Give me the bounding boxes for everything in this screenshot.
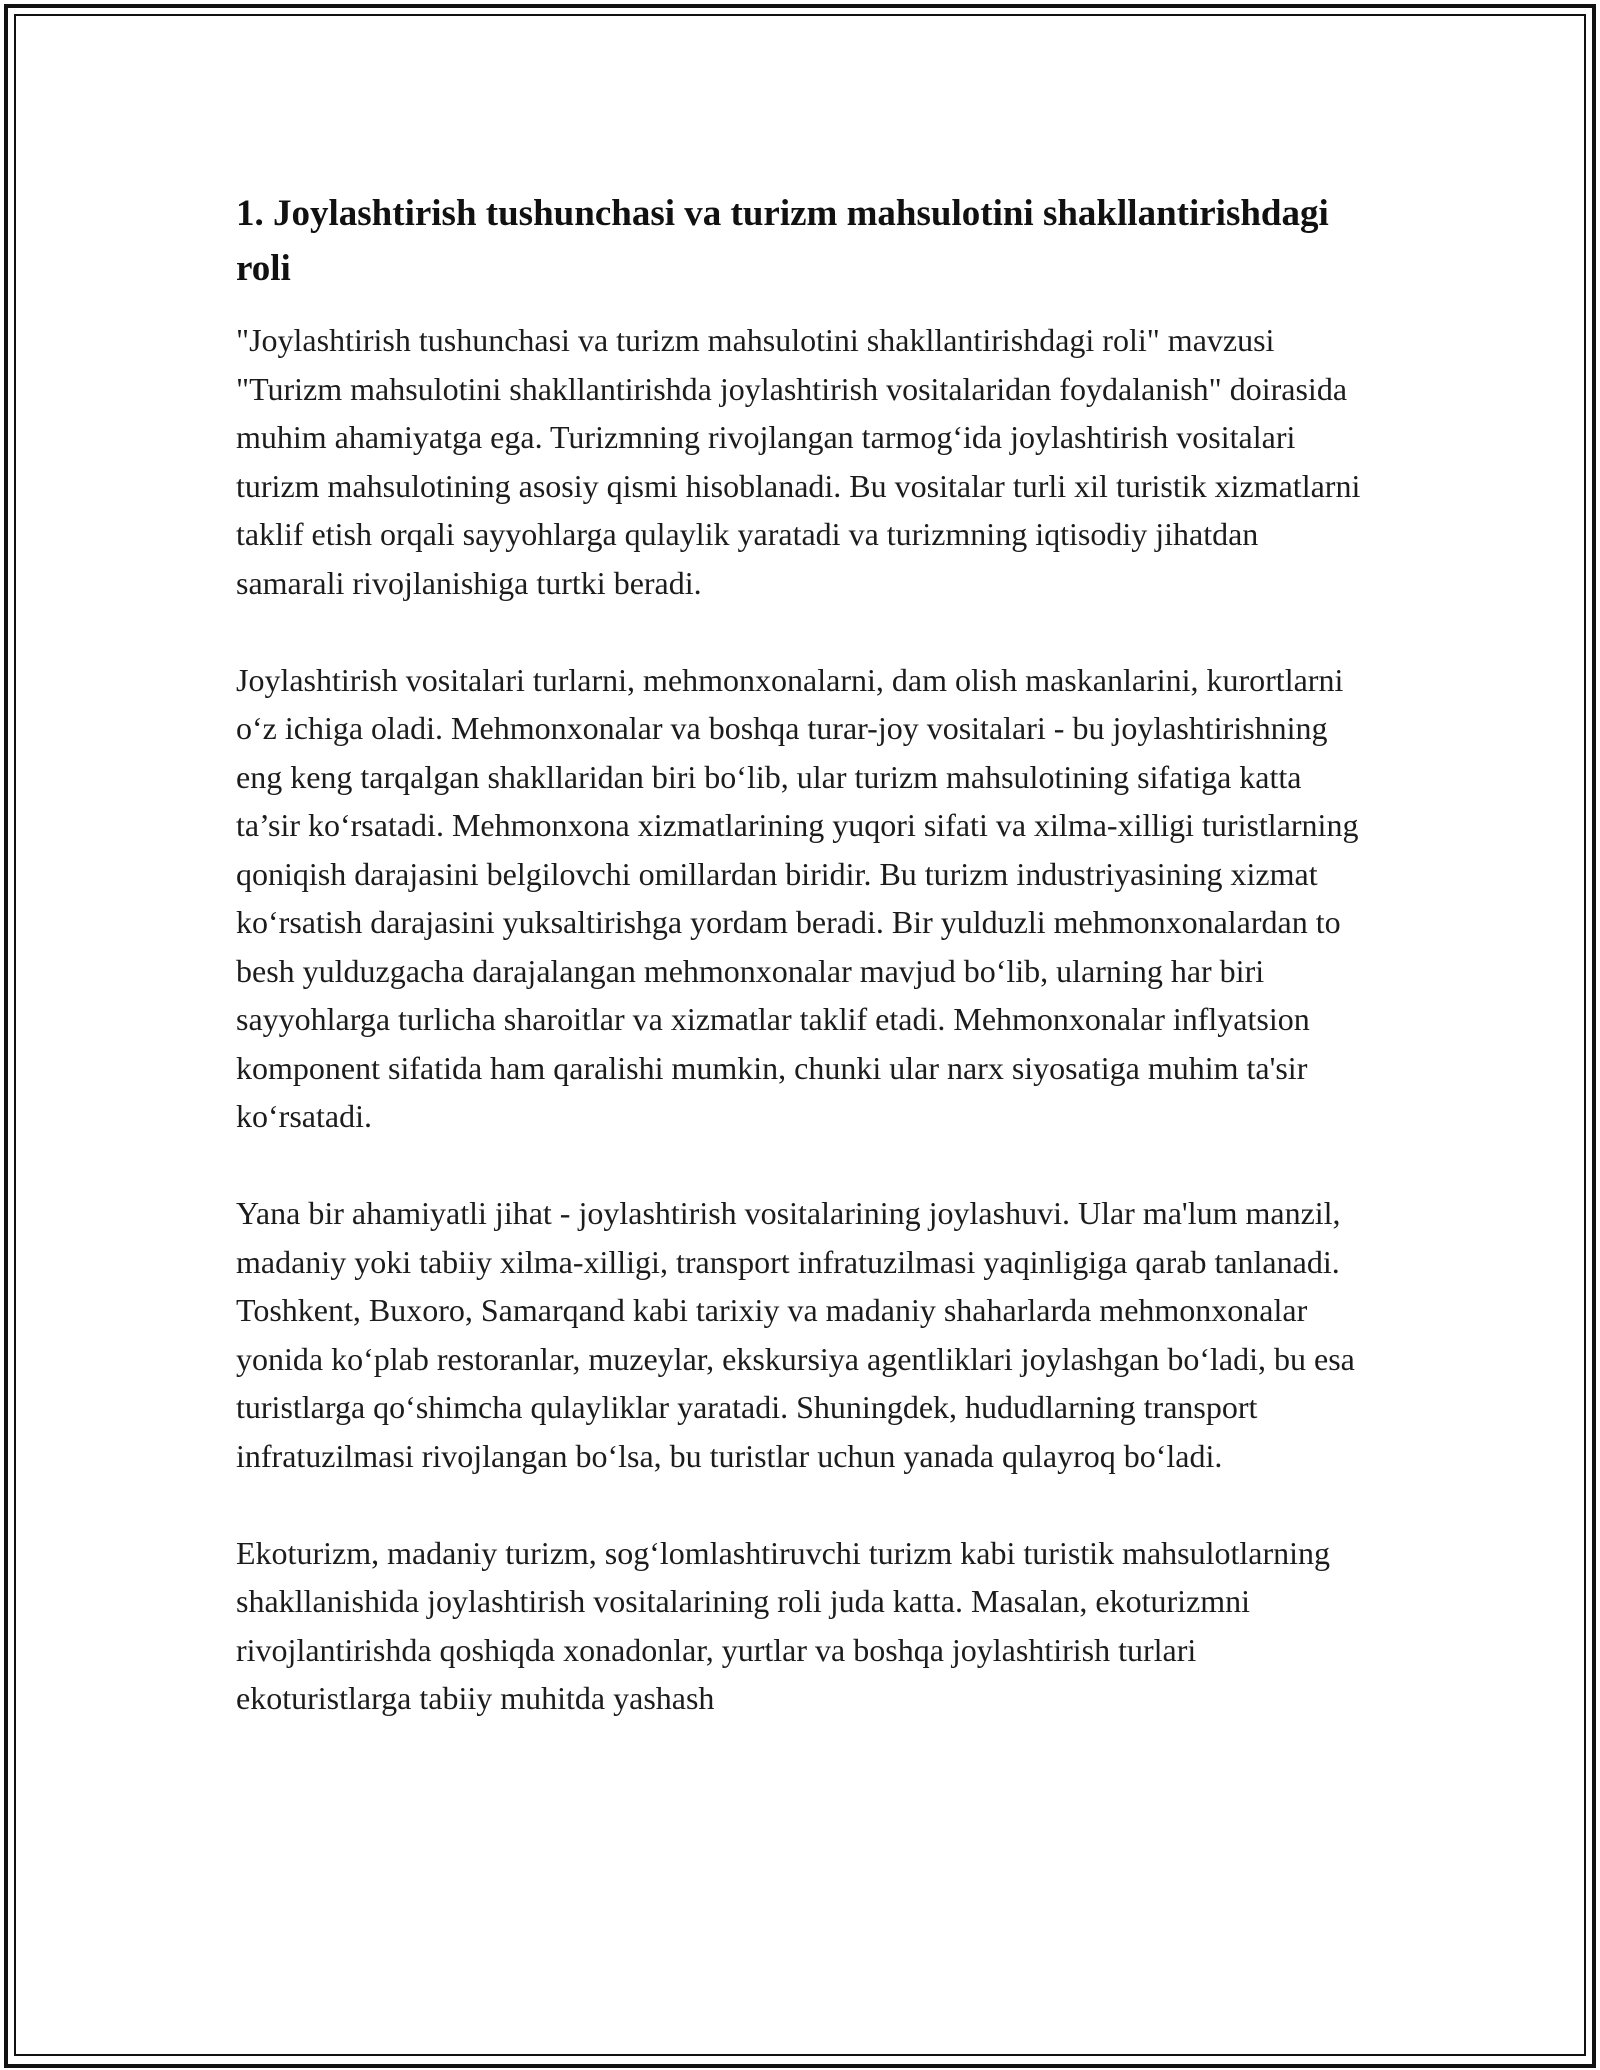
document-title: 1. Joylashtirish tushunchasi va turizm mahsulotini shakllantirishdagi roli — [236, 193, 1329, 289]
paragraph-2: Joylashtirish vositalari turlarni, mehmonxonalarni, dam olish maskanlarini, kurortlarni o‘z ichiga oladi. Mehmonxonalar va boshqa turar-joy vositalari - bu joylashtirishning eng keng tarqalgan shakllaridan biri bo‘lib, ular turizm mahsulotining sifatiga katta ta’sir ko‘rsatadi. Mehmonxona xizmatlarining yuqori sifati va xilma-xilligi turistlarning qoniqish darajasini belgilovchi omillardan biridir. Bu turizm industriyasining xizmat ko‘rsatish darajasini yuksaltirishga yordam beradi. Bir yulduzli mehmonxonalardan to besh yulduzgacha darajalangan mehmonxonalar mavjud bo‘lib, ularning har biri sayyohlarga turlicha sharoitlar va xizmatlar taklif etadi. Mehmonxonalar inflyatsion komponent sifatida ham qaralishi mumkin, chunki ular narx siyosatiga muhim ta'sir ko‘rsatadi. — [236, 661, 1359, 1134]
paragraph-1: "Joylashtirish tushunchasi va turizm mahsulotini shakllantirishdagi roli" mavzusi "Turizm mahsulotini shakllantirishda joylashtirish vositalaridan foydalanish" doirasida muhim ahamiyatga ega. Turizmning rivojlangan tarmog‘ida joylashtirish vositalari turizm mahsulotining asosiy qismi hisoblanadi. Bu vositalar turli xil turistik xizmatlarni taklif etish orqali sayyohlarga qulaylik yaratadi va turizmning iqtisodiy jihatdan samarali rivojlanishiga turtki beradi. — [236, 322, 1361, 601]
paragraph-3: Yana bir ahamiyatli jihat - joylashtirish vositalarining joylashuvi. Ular ma'lum manzil, madaniy yoki tabiiy xilma-xilligi, transport infratuzilmasi yaqinligiga qarab tanlanadi. Toshkent, Buxoro, Samarqand kabi tarixiy va madaniy shaharlarda mehmonxonalar yonida ko‘plab restoranlar, muzeylar, ekskursiya agentliklari joylashgan bo‘ladi, bu esa turistlarga qo‘shimcha qulayliklar yaratadi. Shuningdek, hududlarning transport infratuzilmasi rivojlangan bo‘lsa, bu turistlar uchun yanada qulayroq bo‘ladi. — [236, 1195, 1355, 1474]
paragraph-4: Ekoturizm, madaniy turizm, sog‘lomlashtiruvchi turizm kabi turistik mahsulotlarning shakllanishida joylashtirish vositalarining roli juda katta. Masalan, ekoturizmni rivojlantirishda qoshiqda xonadonlar, yurtlar va boshqa joylashtirish turlari ekoturistlarga tabiiy muhitda yashash — [236, 1534, 1331, 1716]
document-body — [236, 186, 1366, 1771]
